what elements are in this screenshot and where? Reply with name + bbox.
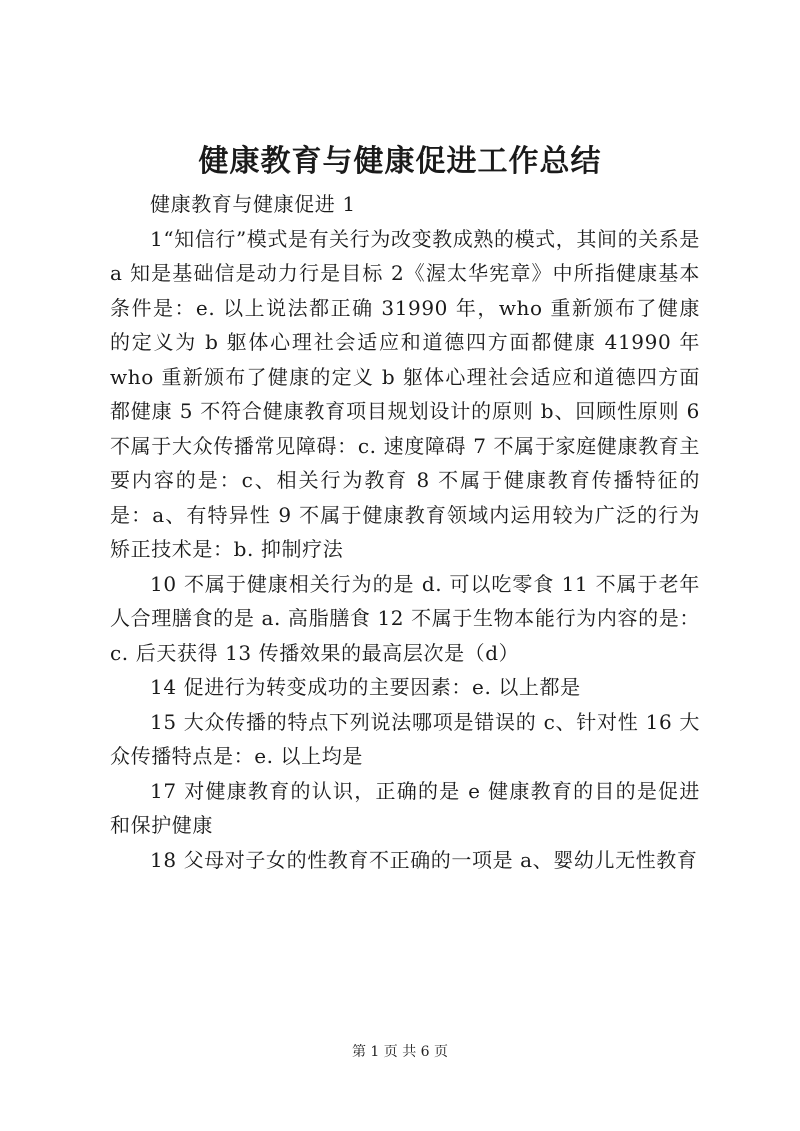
paragraph: 17 对健康教育的认识，正确的是 e 健康教育的目的是促进和保护健康 xyxy=(110,778,700,837)
paragraph: 18 父母对子女的性教育不正确的一项是 a、婴幼儿无性教育 xyxy=(150,847,698,872)
paragraph-heading: 健康教育与健康促进 1 xyxy=(150,192,356,216)
paragraph: 10 不属于健康相关行为的是 d. 可以吃零食 11 不属于老年人合理膳食的是 a. 高脂膳食 12 不属于生物本能行为内容的是：c. 后天获得 13 传播效果的最高层次是（d） xyxy=(110,571,700,665)
document-title: 健康教育与健康促进工作总结 xyxy=(198,144,602,179)
page-number-footer: 第 1 页 共 6 页 xyxy=(351,1044,449,1060)
paragraph: 15 大众传播的特点下列说法哪项是错误的 c、针对性 16 大众传播特点是：e. 以上均是 xyxy=(110,709,700,768)
paragraph: 14 促进行为转变成功的主要因素：e. 以上都是 xyxy=(150,675,581,699)
document-body xyxy=(110,187,700,877)
paragraph: 1“知信行”模式是有关行为改变教成熟的模式，其间的关系是 a 知是基础信是动力行是目标 2《渥太华宪章》中所指健康基本条件是：e. 以上说法都正确 31990 年，who 重新颁布了健康的定义为 b 躯体心理社会适应和道德四方面都健康 41990 年 who 重新颁布了健康的定义 b 躯体心理社会适应和道德四方面都健康 5 不符合健康教育项目规划设计的原则 b、回顾性原则 6 不属于大众传播常见障碍：c. 速度障碍 7 不属于家庭健康教育主要内容的是：c、相关行为教育 8 不属于健康教育传播特征的是：a、有特异性 9 不属于健康教育领域内运用较为广泛的行为矫正技术是：b. 抑制疗法 xyxy=(110,226,700,561)
